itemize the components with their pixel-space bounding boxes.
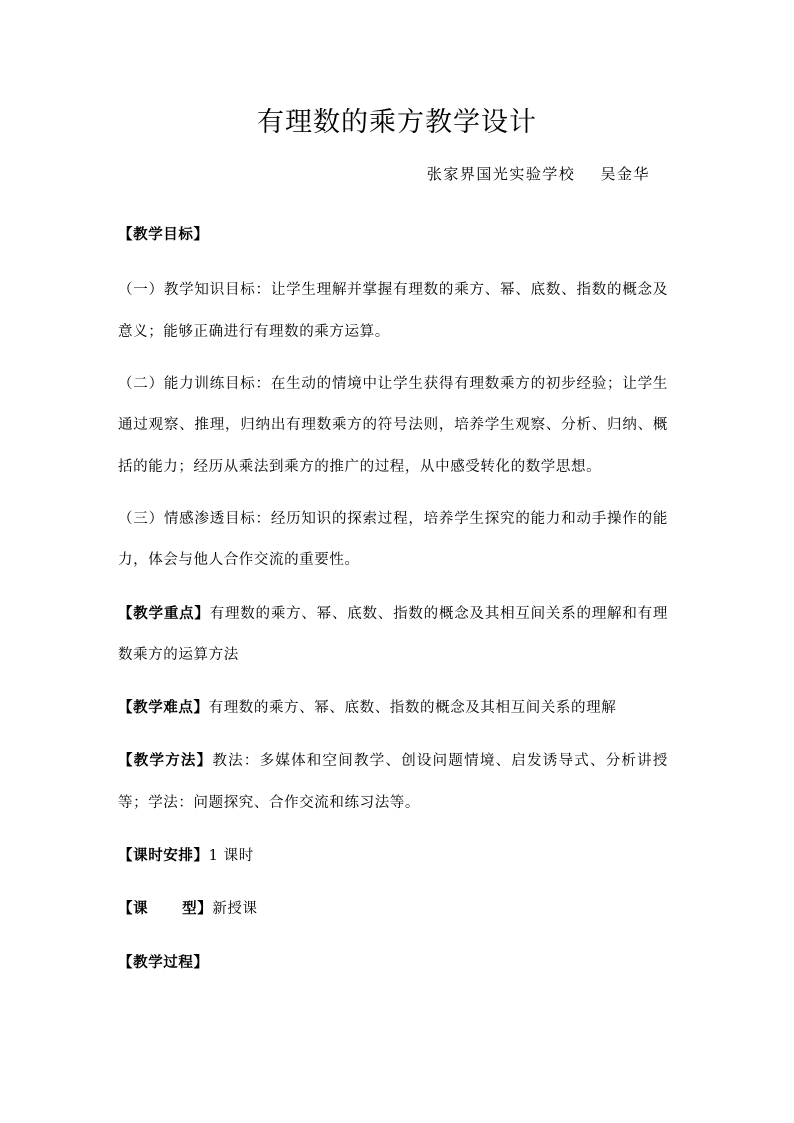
teaching-method (118, 740, 668, 824)
schedule (118, 835, 668, 877)
page-title: 有理数的乘方教学设计 (257, 107, 537, 138)
objectives-heading (118, 214, 668, 256)
process-heading (118, 942, 668, 984)
objective-ability: （二）能力训练目标：在生动的情境中让学生获得有理数乘方的初步经验；让学生通过观察、推理，归纳出有理数乘方的符号法则，培养学生观察、分析、归纳、概括的能力；经历从乘法到乘方的推广的过程，从中感受转化的数学思想。 (118, 375, 668, 475)
key-points-text: 有理数的乘方、幂、底数、指数的概念及其相互间关系的理解和有理数乘方的运算方法 (118, 605, 668, 663)
lesson-type-heading: 【课 型】 (118, 900, 213, 918)
difficulty (118, 687, 668, 729)
process-heading-text: 【教学过程】 (118, 953, 209, 971)
lesson-type (118, 888, 668, 930)
difficulty-heading: 【教学难点】 (118, 699, 209, 717)
teaching-method-heading: 【教学方法】 (118, 752, 213, 770)
key-points (118, 593, 668, 677)
schedule-text: 1 课时 (208, 848, 254, 865)
objective-emotion: （三）情感渗透目标：经历知识的探索过程，培养学生探究的能力和动手操作的能力，体会与他人合作交流的重要性。 (118, 510, 668, 569)
objectives-heading-text: 【教学目标】 (118, 226, 209, 243)
key-points-heading: 【教学重点】 (118, 604, 210, 622)
difficulty-text: 有理数的乘方、幂、底数、指数的概念及其相互间关系的理解 (208, 700, 617, 717)
teaching-method-text: 教法：多媒体和空间教学、创设问题情境、启发诱导式、分析讲授等；学法：问题探究、合作交流和练习法等。 (118, 753, 668, 811)
objective-knowledge: （一）教学知识目标：让学生理解并掌握有理数的乘方、幂、底数、指数的概念及意义；能够正确进行有理数的乘方运算。 (118, 282, 668, 340)
lesson-type-text: 新授课 (212, 901, 258, 918)
document-body (118, 214, 668, 995)
author-line: 张家界国光实验学校 吴金华 (426, 165, 650, 183)
schedule-heading: 【课时安排】 (118, 847, 209, 865)
